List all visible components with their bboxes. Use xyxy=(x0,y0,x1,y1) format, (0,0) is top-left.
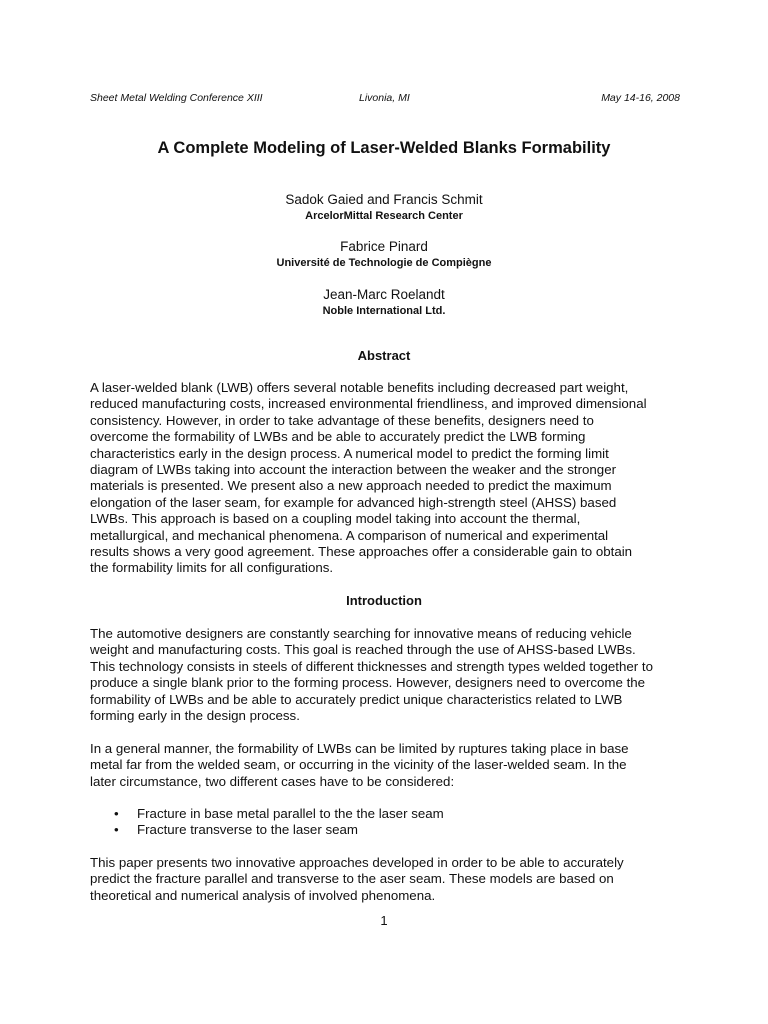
introduction-paragraph-1 xyxy=(90,626,690,724)
author-names-3: Jean-Marc Roelandt xyxy=(323,287,445,302)
fracture-cases-list xyxy=(90,806,690,839)
abstract-line: the formability limits for all configurations. xyxy=(90,560,334,576)
list-item xyxy=(90,822,690,838)
introduction-heading: Introduction xyxy=(346,593,422,608)
introduction-paragraph-2 xyxy=(90,741,690,790)
abstract-heading: Abstract xyxy=(357,348,411,363)
intro-line: produce a single blank prior to the forming process. However, designers need to overcome the xyxy=(90,675,646,691)
introduction-paragraph-3 xyxy=(90,855,690,904)
paper-title: A Complete Modeling of Laser-Welded Blanks Formability xyxy=(157,139,611,157)
author-names-1: Sadok Gaied and Francis Schmit xyxy=(285,192,483,207)
abstract-line: overcome the formability of LWBs and be able to accurately predict the LWB forming xyxy=(90,429,586,445)
abstract-line: materials is presented. We present also a new approach needed to predict the maximum xyxy=(90,478,612,494)
abstract-line: diagram of LWBs taking into account the interaction between the weaker and the stronger xyxy=(90,462,617,478)
intro-line: forming early in the design process. xyxy=(90,708,300,724)
abstract-line: LWBs. This approach is based on a coupling model taking into account the thermal, xyxy=(90,511,581,527)
intro-line: In a general manner, the formability of LWBs can be limited by ruptures taking place in base xyxy=(90,741,629,756)
author-names-2: Fabrice Pinard xyxy=(340,239,428,254)
list-item-text: Fracture transverse to the laser seam xyxy=(137,822,358,838)
abstract-line: characteristics early in the design process. A numerical model to predict the forming limit xyxy=(90,445,609,461)
abstract-line: reduced manufacturing costs, increased environmental friendliness, and improved dimensional xyxy=(90,396,647,412)
abstract-line: metallurgical, and mechanical phenomena. A comparison of numerical and experimental xyxy=(90,527,609,543)
bullet-icon: • xyxy=(114,822,119,838)
intro-line: theoretical and numerical analysis of involved phenomena. xyxy=(90,887,436,903)
author-affiliation-3: Noble International Ltd. xyxy=(322,305,446,317)
intro-line: predict the fracture parallel and transverse to the aser seam. These models are based on xyxy=(90,871,614,887)
intro-line: weight and manufacturing costs. This goal is reached through the use of AHSS-based LWBs. xyxy=(90,642,636,658)
intro-line: The automotive designers are constantly searching for innovative means of reducing vehicle xyxy=(90,626,632,641)
abstract-line: results shows a very good agreement. These approaches offer a considerable gain to obtain xyxy=(90,544,633,560)
intro-line: This paper presents two innovative approaches developed in order to be able to accurately xyxy=(90,855,624,870)
author-affiliation-1: ArcelorMittal Research Center xyxy=(305,210,463,222)
intro-line: This technology consists in steels of different thicknesses and strength types welded together to xyxy=(90,658,653,674)
list-item xyxy=(90,806,690,822)
abstract-line: consistency. However, in order to take advantage of these benefits, designers need to xyxy=(90,412,594,428)
abstract-line: elongation of the laser seam, for example for advanced high-strength steel (AHSS) based xyxy=(90,494,617,510)
intro-line: formability of LWBs and be able to accurately predict unique characteristics related to LWB xyxy=(90,691,623,707)
abstract-line: A laser-welded blank (LWB) offers several notable benefits including decreased part weight, xyxy=(90,380,629,395)
intro-line: later circumstance, two different cases have to be considered: xyxy=(90,773,455,789)
author-affiliation-2: Université de Technologie de Compiègne xyxy=(276,257,492,269)
bullet-icon: • xyxy=(114,806,119,821)
header-date: May 14-16, 2008 xyxy=(601,92,680,104)
header-location: Livonia, MI xyxy=(359,92,410,104)
intro-line: metal far from the welded seam, or occurring in the vicinity of the laser-welded seam. In the xyxy=(90,757,627,773)
page-number: 1 xyxy=(380,913,388,928)
abstract-paragraph xyxy=(90,380,690,577)
header-conference: Sheet Metal Welding Conference XIII xyxy=(90,92,263,104)
list-item-text: Fracture in base metal parallel to the the laser seam xyxy=(137,806,444,821)
running-header xyxy=(90,92,680,106)
